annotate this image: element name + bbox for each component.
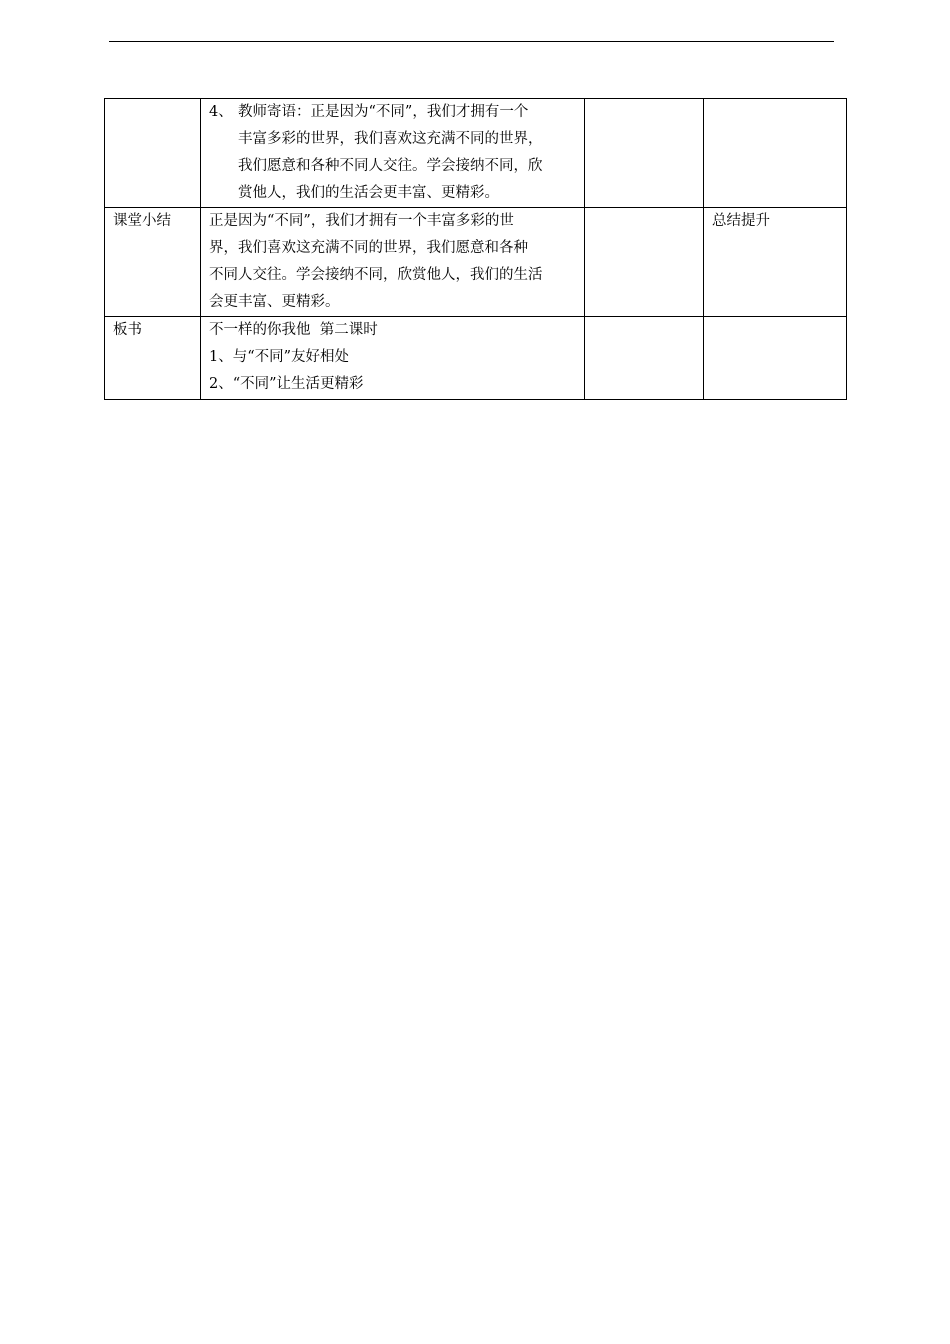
blackboard-text — [209, 317, 577, 398]
text-line: 赏他人，我们的生活会更丰富、更精彩。 — [238, 185, 499, 201]
text-line: 2、“不同”让生活更精彩 — [209, 376, 364, 392]
content-cell — [201, 317, 585, 400]
table-row — [105, 99, 847, 208]
row-label-cell — [105, 208, 201, 317]
item-text — [238, 99, 577, 207]
text-line: 不同人交往。学会接纳不同，欣赏他人，我们的生活 — [209, 267, 543, 283]
student-activity-cell — [585, 317, 704, 400]
text-line: 1、与“不同”友好相处 — [209, 349, 350, 365]
text-line: 正是因为“不同”，我们才拥有一个丰富多彩的世 — [209, 213, 514, 229]
content-cell — [201, 99, 585, 208]
design-intent-cell — [704, 208, 847, 317]
numbered-item — [209, 99, 577, 207]
text-line: 教师寄语：正是因为“不同”，我们才拥有一个 — [238, 104, 529, 120]
summary-text — [209, 208, 577, 316]
text-line: 我们愿意和各种不同人交往。学会接纳不同，欣 — [238, 158, 543, 174]
text-line: 丰富多彩的世界，我们喜欢这充满不同的世界， — [238, 131, 543, 147]
lesson-plan-table — [104, 98, 847, 400]
student-activity-cell — [585, 208, 704, 317]
text-line: 会更丰富、更精彩。 — [209, 294, 340, 310]
text-line: 不一样的你我他 第二课时 — [209, 322, 378, 338]
design-intent-cell — [704, 99, 847, 208]
table-row — [105, 317, 847, 400]
text-line: 界，我们喜欢这充满不同的世界，我们愿意和各种 — [209, 240, 528, 256]
item-number: 4、 — [209, 104, 233, 120]
row-label: 课堂小结 — [113, 213, 171, 229]
row-label-cell — [105, 317, 201, 400]
header-rule — [109, 41, 834, 42]
student-activity-cell — [585, 99, 704, 208]
table-row — [105, 208, 847, 317]
row-label: 板书 — [113, 322, 142, 338]
design-intent: 总结提升 — [712, 213, 770, 229]
row-label-cell — [105, 99, 201, 208]
content-cell — [201, 208, 585, 317]
design-intent-cell — [704, 317, 847, 400]
